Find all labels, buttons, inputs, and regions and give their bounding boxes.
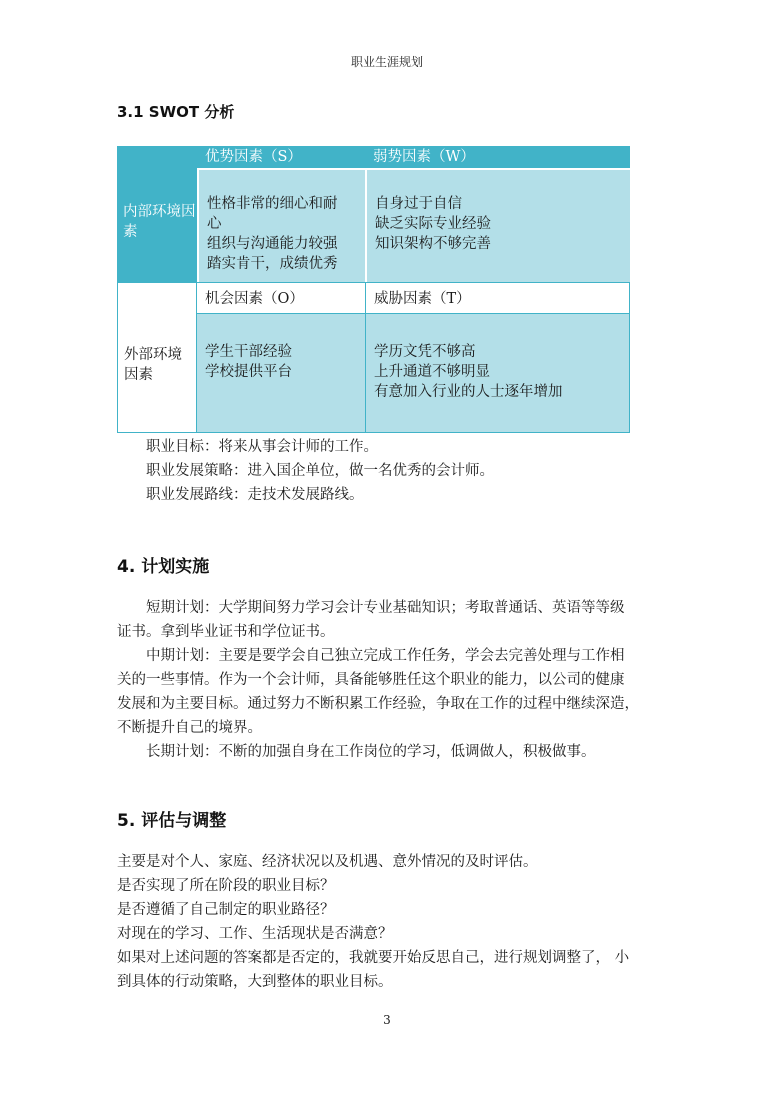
- evaluation-line: 到具体的行动策略，大到整体的职业目标。: [117, 974, 393, 990]
- swot-table: [117, 146, 630, 433]
- strength-item: 踏实肯干，成绩优秀: [207, 256, 338, 272]
- goal-line: 职业发展策略：进入国企单位，做一名优秀的会计师。: [146, 463, 494, 479]
- weakness-item: 知识架构不够完善: [375, 236, 491, 252]
- external-label-text: 外部环境因素: [124, 347, 182, 383]
- evaluation-line: 如果对上述问题的答案都是否定的，我就要开始反思自己，进行规划调整了， 小: [117, 950, 630, 966]
- strength-item: 心: [207, 216, 222, 232]
- swot-external-label: [117, 282, 197, 433]
- page-number: 3: [383, 1013, 391, 1027]
- threat-item: 有意加入行业的人士逐年增加: [374, 384, 563, 400]
- opportunity-item: 学校提供平台: [205, 364, 292, 380]
- evaluation-line: 对现在的学习、工作、生活现状是否满意？: [117, 926, 393, 942]
- evaluation-line: 是否实现了所在阶段的职业目标？: [117, 878, 335, 894]
- plan-line: 中期计划：主要是要学会自己独立完成工作任务，学会去完善处理与工作相: [146, 648, 625, 664]
- internal-label-text: 内部环境因素: [123, 204, 196, 240]
- swot-weaknesses-header: 弱势因素（W）: [365, 146, 630, 168]
- swot-strengths-header: 优势因素（S）: [197, 146, 365, 168]
- swot-opportunities-cell: [196, 313, 366, 433]
- threat-item: 上升通道不够明显: [374, 364, 490, 380]
- plan-line: 发展和为主要目标。通过努力不断积累工作经验，争取在工作的过程中继续深造，: [117, 696, 639, 712]
- plan-section-body: [117, 596, 662, 764]
- long-term-plan: [117, 740, 662, 764]
- evaluation-section-body: [117, 850, 662, 994]
- plan-line: 不断提升自己的境界。: [117, 720, 262, 736]
- opportunity-item: 学生干部经验: [205, 344, 292, 360]
- goal-line: 职业发展路线：走技术发展路线。: [146, 487, 364, 503]
- threat-item: 学历文凭不够高: [374, 344, 476, 360]
- strength-item: 性格非常的细心和耐: [207, 196, 338, 212]
- page-header: 职业生涯规划: [350, 55, 423, 69]
- career-goals: [117, 435, 657, 507]
- section-heading-swot: 3.1 SWOT 分析: [117, 103, 235, 121]
- plan-line: 短期计划：大学期间努力学习会计专业基础知识；考取普通话、英语等等级: [146, 600, 625, 616]
- swot-weaknesses-cell: [365, 168, 630, 282]
- mid-term-plan: [117, 644, 662, 740]
- swot-opportunities-header: 机会因素（O）: [196, 282, 366, 314]
- evaluation-line: 主要是对个人、家庭、经济状况以及机遇、意外情况的及时评估。: [117, 854, 538, 870]
- swot-strengths-cell: [197, 168, 365, 282]
- swot-internal-label: [117, 146, 197, 282]
- strength-item: 组织与沟通能力较强: [207, 236, 338, 252]
- weakness-item: 缺乏实际专业经验: [375, 216, 491, 232]
- section-heading-evaluation: 5. 评估与调整: [117, 811, 227, 831]
- short-term-plan: [117, 596, 662, 644]
- evaluation-line: 是否遵循了自己制定的职业路径？: [117, 902, 335, 918]
- swot-threats-cell: [365, 313, 630, 433]
- swot-threats-header: 威胁因素（T）: [365, 282, 630, 314]
- goal-line: 职业目标：将来从事会计师的工作。: [146, 439, 378, 455]
- plan-line: 长期计划：不断的加强自身在工作岗位的学习，低调做人，积极做事。: [146, 744, 596, 760]
- plan-line: 证书。拿到毕业证书和学位证书。: [117, 624, 335, 640]
- weakness-item: 自身过于自信: [375, 196, 462, 212]
- section-heading-plan: 4. 计划实施: [117, 557, 210, 577]
- plan-line: 关的一些事情。作为一个会计师，具备能够胜任这个职业的能力，以公司的健康: [117, 672, 625, 688]
